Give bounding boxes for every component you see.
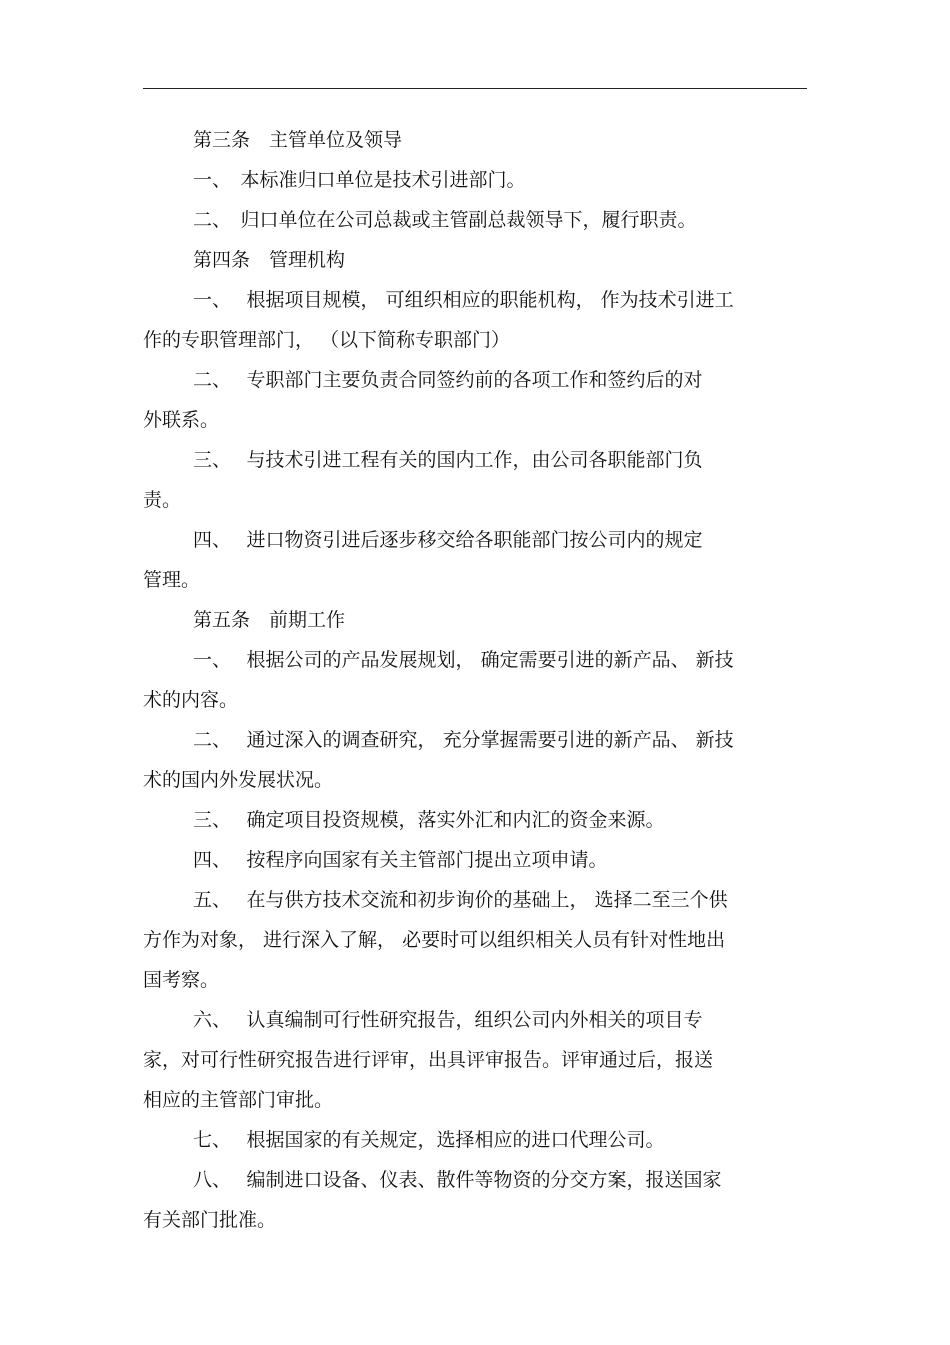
paragraph-line: 家，对可行性研究报告进行评审，出具评审报告。评审通过后，报送 <box>143 1049 714 1071</box>
paragraph-line: 一、 根据公司的产品发展规划， 确定需要引进的新产品、 新技 <box>193 649 734 671</box>
paragraph-line: 外联系。 <box>143 409 220 431</box>
paragraph-line: 七、 根据国家的有关规定，选择相应的进口代理公司。 <box>193 1129 665 1151</box>
paragraph-line: 管理。 <box>143 569 201 591</box>
paragraph-line: 国考察。 <box>143 969 220 991</box>
paragraph-line: 五、 在与供方技术交流和初步询价的基础上， 选择二至三个供 <box>193 889 728 911</box>
paragraph-line: 二、 专职部门主要负责合同签约前的各项工作和签约后的对 <box>193 369 703 391</box>
paragraph-line: 二、 归口单位在公司总裁或主管副总裁领导下，履行职责。 <box>193 209 697 231</box>
article-3-heading: 第三条 主管单位及领导 <box>193 129 403 151</box>
paragraph-line: 六、 认真编制可行性研究报告，组织公司内外相关的项目专 <box>193 1009 703 1031</box>
paragraph-line: 一、 本标准归口单位是技术引进部门。 <box>193 169 526 191</box>
paragraph-line: 四、 按程序向国家有关主管部门提出立项申请。 <box>193 849 608 871</box>
article-4-heading: 第四条 管理机构 <box>193 249 346 271</box>
header-rule <box>143 88 807 89</box>
paragraph-line: 一、 根据项目规模， 可组织相应的职能机构， 作为技术引进工 <box>193 289 734 311</box>
paragraph-line: 相应的主管部门审批。 <box>143 1089 334 1111</box>
paragraph-line: 四、 进口物资引进后逐步移交给各职能部门按公司内的规定 <box>193 529 703 551</box>
paragraph-line: 术的国内外发展状况。 <box>143 769 334 791</box>
paragraph-line: 有关部门批准。 <box>143 1209 277 1231</box>
paragraph-line: 三、 确定项目投资规模，落实外汇和内汇的资金来源。 <box>193 809 665 831</box>
paragraph-line: 术的内容。 <box>143 689 239 711</box>
article-5-heading: 第五条 前期工作 <box>193 609 346 631</box>
paragraph-line: 责。 <box>143 489 182 511</box>
paragraph-line: 二、 通过深入的调查研究， 充分掌握需要引进的新产品、 新技 <box>193 729 734 751</box>
paragraph-line: 方作为对象， 进行深入了解， 必要时可以组织相关人员有针对性地出 <box>143 929 726 951</box>
paragraph-line: 八、 编制进口设备、仪表、散件等物资的分交方案，报送国家 <box>193 1169 722 1191</box>
paragraph-line: 作的专职管理部门， （以下简称专职部门） <box>143 329 511 351</box>
paragraph-line: 三、 与技术引进工程有关的国内工作，由公司各职能部门负 <box>193 449 703 471</box>
